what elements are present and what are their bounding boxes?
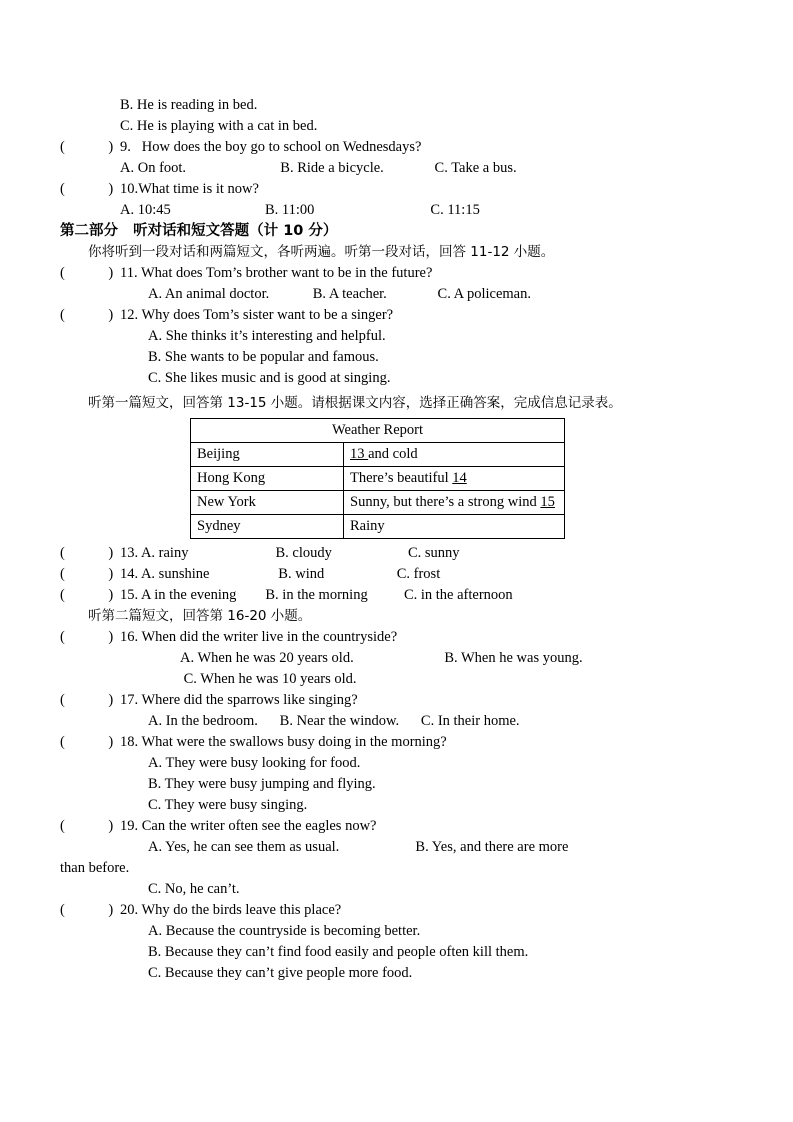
blank-13[interactable]: 13: [350, 446, 369, 462]
section-heading: [60, 221, 733, 242]
weather-desc: [344, 491, 565, 515]
question-stem: Why do the birds leave this place?: [138, 902, 342, 918]
answer-option-line: A. When he was 20 years old. B. When he was young.: [180, 650, 583, 666]
table-row: [191, 467, 565, 491]
question-row: [60, 690, 733, 711]
question-row: [60, 816, 733, 837]
answer-bracket[interactable]: ( ): [60, 139, 114, 155]
city-name: Hong Kong: [191, 467, 344, 491]
question-row: [60, 564, 733, 585]
answer-option-line: C. Because they can’t give people more food.: [148, 965, 413, 981]
table-title: Weather Report: [191, 419, 565, 443]
question-stem: When did the writer live in the countryside?: [138, 629, 398, 645]
question-stem: Can the writer often see the eagles now?: [138, 818, 377, 834]
answer-option-line: B. They were busy jumping and flying.: [148, 776, 376, 792]
answer-option-line: A. On foot. B. Ride a bicycle. C. Take a bus.: [120, 160, 517, 176]
weather-desc: Rainy: [344, 515, 565, 539]
city-name: New York: [191, 491, 344, 515]
answer-option-line: A. sunshine B. wind C. frost: [138, 566, 441, 582]
answer-option-line: B. He is reading in bed.: [120, 97, 258, 113]
question-stem: Where did the sparrows like singing?: [138, 692, 358, 708]
answer-bracket[interactable]: ( ): [60, 181, 114, 197]
weather-desc-text: Sunny, but there’s a strong wind: [350, 494, 541, 510]
answer-option-overflow: than before.: [60, 860, 130, 876]
table-row: [191, 515, 565, 539]
question-number: 17.: [120, 692, 139, 708]
question-number: 19.: [120, 818, 139, 834]
question-number: 13.: [120, 545, 139, 561]
answer-bracket[interactable]: ( ): [60, 818, 114, 834]
question-row: [60, 179, 733, 200]
blank-15[interactable]: 15: [540, 494, 555, 510]
weather-desc-text: There’s beautiful: [350, 470, 453, 486]
answer-option-line: C. He is playing with a cat in bed.: [120, 118, 318, 134]
answer-option-line: C. No, he can’t.: [148, 881, 240, 897]
answer-bracket[interactable]: ( ): [60, 566, 114, 582]
section-intro: 你将听到一段对话和两篇短文，各听两遍。听第一段对话，回答 11-12 小题。: [88, 244, 555, 260]
question-stem: How does the boy go to school on Wednesdays?: [130, 139, 422, 155]
weather-desc: [344, 467, 565, 491]
question-row: [60, 137, 733, 158]
passage2-intro: 听第二篇短文，回答第 16-20 小题。: [88, 608, 312, 624]
table-title-row: [191, 419, 565, 443]
question-number: 15.: [120, 587, 139, 603]
answer-bracket[interactable]: ( ): [60, 734, 114, 750]
question-row: [60, 732, 733, 753]
answer-option-line: B. She wants to be popular and famous.: [148, 349, 379, 365]
answer-option-line: C. She likes music and is good at singing.: [148, 370, 391, 386]
question-number: 14.: [120, 566, 139, 582]
answer-bracket[interactable]: ( ): [60, 307, 114, 323]
answer-option-line: C. They were busy singing.: [148, 797, 308, 813]
answer-option-line: A. rainy B. cloudy C. sunny: [138, 545, 460, 561]
question-row: [60, 305, 733, 326]
answer-option-line: C. When he was 10 years old.: [180, 671, 357, 687]
weather-report-table: [190, 418, 565, 539]
section-heading-label: 第二部分: [60, 223, 118, 239]
table-row: [191, 443, 565, 467]
question-stem: What time is it now?: [138, 181, 259, 197]
blank-14[interactable]: 14: [452, 470, 467, 486]
answer-bracket[interactable]: ( ): [60, 629, 114, 645]
answer-option-line: B. Because they can’t find food easily and people often kill them.: [148, 944, 529, 960]
question-number: 18.: [120, 734, 139, 750]
answer-option-line: A. 10:45 B. 11:00 C. 11:15: [120, 202, 480, 218]
answer-bracket[interactable]: ( ): [60, 545, 114, 561]
question-number: 12.: [120, 307, 139, 323]
question-row: [60, 627, 733, 648]
weather-desc-text: and cold: [368, 446, 418, 462]
answer-bracket[interactable]: ( ): [60, 265, 114, 281]
question-row: [60, 900, 733, 921]
answer-bracket[interactable]: ( ): [60, 902, 114, 918]
passage1-intro: 听第一篇短文，回答第 13-15 小题。请根据课文内容，选择正确答案，完成信息记录表。: [88, 395, 622, 411]
answer-option-line: A in the evening B. in the morning C. in the afternoon: [138, 587, 513, 603]
weather-desc: [344, 443, 565, 467]
answer-option-line: A. In the bedroom. B. Near the window. C. In their home.: [148, 713, 520, 729]
question-number: 16.: [120, 629, 139, 645]
question-stem: Why does Tom’s sister want to be a singer?: [138, 307, 394, 323]
answer-option-line: A. They were busy looking for food.: [148, 755, 361, 771]
question-row: [60, 543, 733, 564]
city-name: Beijing: [191, 443, 344, 467]
answer-option-line: A. She thinks it’s interesting and helpful.: [148, 328, 386, 344]
answer-option-line: A. An animal doctor. B. A teacher. C. A policeman.: [148, 286, 531, 302]
question-row: [60, 585, 733, 606]
section-heading-title: 听对话和短文答题（计 10 分）: [133, 223, 338, 239]
question-stem: What were the swallows busy doing in the morning?: [138, 734, 447, 750]
question-stem: What does Tom’s brother want to be in the future?: [137, 265, 433, 281]
question-number: 9.: [120, 139, 131, 155]
question-row: [60, 263, 733, 284]
answer-bracket[interactable]: ( ): [60, 587, 114, 603]
table-row: [191, 491, 565, 515]
answer-option-line: A. Because the countryside is becoming better.: [148, 923, 421, 939]
question-number: 20.: [120, 902, 139, 918]
answer-option-line: A. Yes, he can see them as usual. B. Yes, and there are more: [148, 839, 569, 855]
city-name: Sydney: [191, 515, 344, 539]
answer-bracket[interactable]: ( ): [60, 692, 114, 708]
question-number: 10.: [120, 181, 139, 197]
question-number: 11.: [120, 265, 138, 281]
